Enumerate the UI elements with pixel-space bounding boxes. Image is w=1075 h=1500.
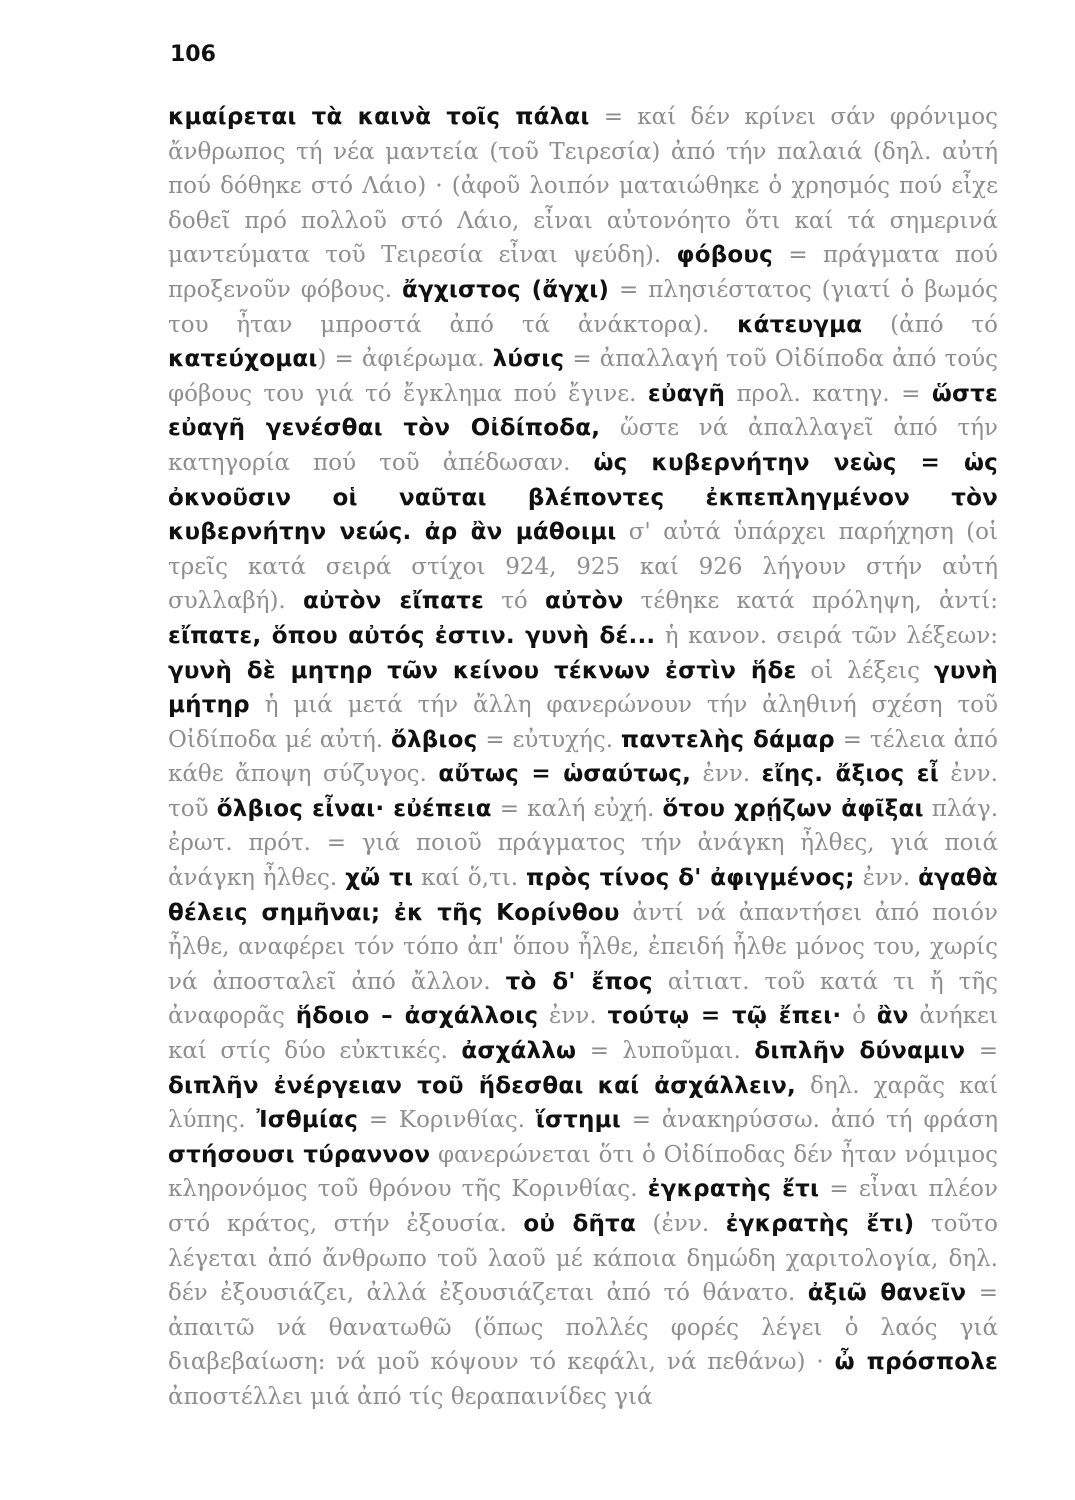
explanation-text: οἱ λέξεις <box>796 657 934 684</box>
explanation-text: = εἶναι πλέον στό κράτος, στήν ἐξουσία. <box>168 1176 998 1237</box>
explanation-text: ἀντί νά ἀπαντήσει ἀπό ποιόν ἦλθε, αναφέρει τόν τόπο ἀπ' ὅπου ἦλθε, ἐπειδή ἦλθε μόνος του, χωρίς νά ἀποσταλεῖ ἀπό ἄλλον. <box>168 899 998 995</box>
explanation-text: ) = ἀφιέρωμα. <box>317 346 493 373</box>
explanation-text: = ἀπαιτῶ νά θανατωθῶ (ὅπως πολλές φορές λέγει ὁ λαός γιά διαβεβαίωση: νά μοῦ κόψουν τό κεφάλι, νά πεθάνω) · <box>168 1280 998 1376</box>
lemma-term: ἀξιῶ θανεῖν <box>807 1280 967 1307</box>
explanation-text: = <box>965 1038 998 1065</box>
lemma-term: ὥστε εὐαγῆ γενέσθαι τὸν Οἰδίποδα, <box>168 380 998 442</box>
lemma-term: στήσουσι τύραννον <box>168 1141 431 1168</box>
commentary-text <box>168 100 998 1415</box>
explanation-text: (ἐνν. <box>635 1211 726 1237</box>
explanation-text: ἐνν. <box>538 1003 608 1030</box>
lemma-term: λύσις <box>492 346 565 373</box>
lemma-term: ἐγκρατὴς ἔτι) <box>725 1211 915 1237</box>
explanation-text: (ἀπό τό <box>862 311 998 338</box>
lemma-term: κάτευγμα <box>737 311 863 338</box>
lemma-term: ὄλβιος εἶναι· εὐέπεια <box>216 795 492 822</box>
lemma-term: ἀσχάλλω <box>461 1038 577 1065</box>
explanation-text: ἡ μιά μετά τήν ἄλλη φανερώνουν τήν ἀληθινή σχέση τοῦ Οἰδίποδα μέ αὐτή. <box>168 692 998 753</box>
lemma-term: ἥδοιο – ἀσχάλλοις <box>295 1003 539 1030</box>
explanation-text: τέθηκε κατά πρόληψη, ἀντί: <box>623 588 998 615</box>
explanation-text: = τέλεια ἀπό κάθε ἄποψη σύζυγος. <box>168 726 998 788</box>
explanation-text: τό <box>483 588 545 615</box>
explanation-text: = ἀνακηρύσσω. ἀπό τή φράση <box>620 1107 998 1134</box>
explanation-text: ἡ κανον. σειρά τῶν λέξεων: <box>655 622 998 649</box>
lemma-term: εἴπατε, ὅπου αὐτός ἐστιν. γυνὴ δέ... <box>168 622 656 649</box>
lemma-term: καί ἀσχάλλειν, <box>597 1072 796 1099</box>
explanation-text: ἀνήκει καί στίς δύο εὐκτικές. <box>168 1003 998 1065</box>
explanation-text: ἀποστέλλει μιά ἀπό τίς θεραπαινίδες γιά <box>168 1383 653 1410</box>
explanation-text: φανερώνεται ὅτι ὁ Οἰδίποδας δέν ἦταν νόμιμος κληρονόμος τοῦ θρόνου τῆς Κορινθίας. <box>168 1141 998 1203</box>
explanation-text <box>584 1073 598 1099</box>
lemma-term: αὔτως = ὡσαύτως, <box>438 761 692 788</box>
explanation-text: = καί δέν κρίνει σάν φρόνιμος ἄνθρωπος τή νέα μαντεία (τοῦ Τειρεσία) ἀπό τήν παλαιά (δηλ. αὐτή πού δόθηκε στό Λάιο) · (ἀφοῦ λοιπόν ματαιώθηκε ὁ χρησμός πού εἶχε δοθεῖ πρό πολλοῦ στό Λάιο, εἶναι αὐτονόητο ὅτι καί τά σημερινά μαντεύματα τοῦ Τειρεσία εἶναι ψεύδη). <box>168 104 998 269</box>
lemma-term: φόβους <box>676 242 773 269</box>
lemma-term: κμαίρεται τὰ καινὰ τοῖς πάλαι <box>168 104 590 130</box>
explanation-text: ὥστε νά ἀπαλλαγεῖ ἀπό τήν κατηγορία πού τοῦ ἀπέδωσαν. <box>168 415 998 476</box>
explanation-text: = εὐτυχής. <box>477 726 621 753</box>
lemma-term: αὐτὸν <box>544 588 624 615</box>
explanation-text: προλ. κατηγ. = <box>725 380 932 407</box>
explanation-text: = λυποῦμαι. <box>576 1038 755 1065</box>
explanation-text: ἐνν. τοῦ <box>168 761 998 822</box>
lemma-term: διπλῆν ἐνέργειαν τοῦ ἥδεσθαι <box>168 1072 584 1099</box>
lemma-term: διπλῆν δύναμιν <box>754 1038 966 1065</box>
lemma-term: αὐτὸν εἴπατε <box>302 588 484 615</box>
explanation-text: σ' αὐτά ὑπάρχει παρήχηση (οἱ τρεῖς κατά σειρά στίχοι 924, 925 καί 926 λήγουν στήν αὐτή συλλαβή). <box>168 519 998 615</box>
lemma-term: οὐ δῆτα <box>523 1211 636 1237</box>
explanation-text: καί ὅ,τι. <box>413 865 526 892</box>
lemma-term: ὦ πρόσπολε <box>834 1349 998 1376</box>
explanation-text: = πλησιέστατος (γιατί ὁ βωμός του ἦταν μπροστά ἀπό τά ἀνάκτορα). <box>168 276 998 338</box>
lemma-term: Ἰσθμίας <box>256 1107 359 1134</box>
explanation-text: ἐνν. <box>854 865 919 892</box>
explanation-text: = Κορινθίας. <box>358 1107 536 1134</box>
explanation-text: = ἀπαλλαγή τοῦ Οἰδίποδα ἀπό τούς φόβους του γιά τό ἔγκλημα πού ἔγινε. <box>168 346 999 407</box>
explanation-text: ἐνν. <box>691 761 762 788</box>
lemma-term: ἐγκρατὴς ἔτι <box>647 1176 820 1203</box>
explanation-text: πλάγ. ἐρωτ. πρότ. = γιά ποιοῦ πράγματος τήν ἀνάγκη ἦλθες, γιά ποιά ἀνάγκη ἦλθες. <box>168 795 999 892</box>
lemma-term: ὡς κυβερνήτην νεὼς = ὡς ὀκνοῦσιν οἱ ναῦται βλέποντες ἐκπεπληγμένον τὸν κυβερνήτην νεώς. ἀρ ἂν μάθοιμι <box>168 449 998 546</box>
page-number: 106 <box>170 42 216 67</box>
lemma-term: τούτῳ = τῷ ἔπει· <box>607 1003 842 1030</box>
lemma-term: πρὸς τίνος δ' ἀφιγμένος; <box>525 865 855 892</box>
lemma-term: ἵστημι <box>535 1107 621 1134</box>
explanation-text: ὁ <box>841 1003 877 1030</box>
explanation-text: τοῦτο λέγεται ἀπό ἄνθρωπο τοῦ λαοῦ μέ κάποια δημώδη χαριτολογία, δηλ. δέν ἐξουσιάζει, ἀλλά ἐξουσιάζεται ἀπό τό θάνατο. <box>168 1211 999 1307</box>
lemma-term: ἂν <box>876 1003 909 1030</box>
lemma-term: ἄγχιστος (ἄγχι) <box>401 276 610 303</box>
lemma-term: εἴης. ἄξιος εἶ <box>761 761 939 788</box>
lemma-term: παντελὴς δάμαρ <box>620 726 835 753</box>
lemma-term: ὅτου χρῄζων ἀφῖξαι <box>662 795 924 822</box>
lemma-term: γυνὴ δὲ μητηρ τῶν κείνου τέκνων ἐστὶν ἥδε <box>168 657 797 684</box>
explanation-text: αἰτιατ. τοῦ κατά τι ἤ τῆς ἀναφορᾶς <box>168 968 998 1030</box>
lemma-term: εὐαγῆ <box>647 380 726 407</box>
lemma-term: ἀγαθὰ θέλεις σημῆναι; ἐκ τῆς Κορίνθου <box>168 865 998 926</box>
lemma-term: κατεύχομαι <box>168 346 318 373</box>
explanation-text: = καλή εὐχή. <box>491 795 663 822</box>
explanation-text: = πράγματα πού προξενοῦν φόβους. <box>168 242 998 303</box>
lemma-term: γυνὴ μήτηρ <box>168 657 998 719</box>
lemma-term: ὄλβιος <box>391 726 478 753</box>
lemma-term: χὤ τι <box>345 865 414 892</box>
explanation-text: δηλ. χαρᾶς καί λύπης. <box>168 1072 999 1134</box>
lemma-term: τὸ δ' ἔπος <box>505 968 653 995</box>
